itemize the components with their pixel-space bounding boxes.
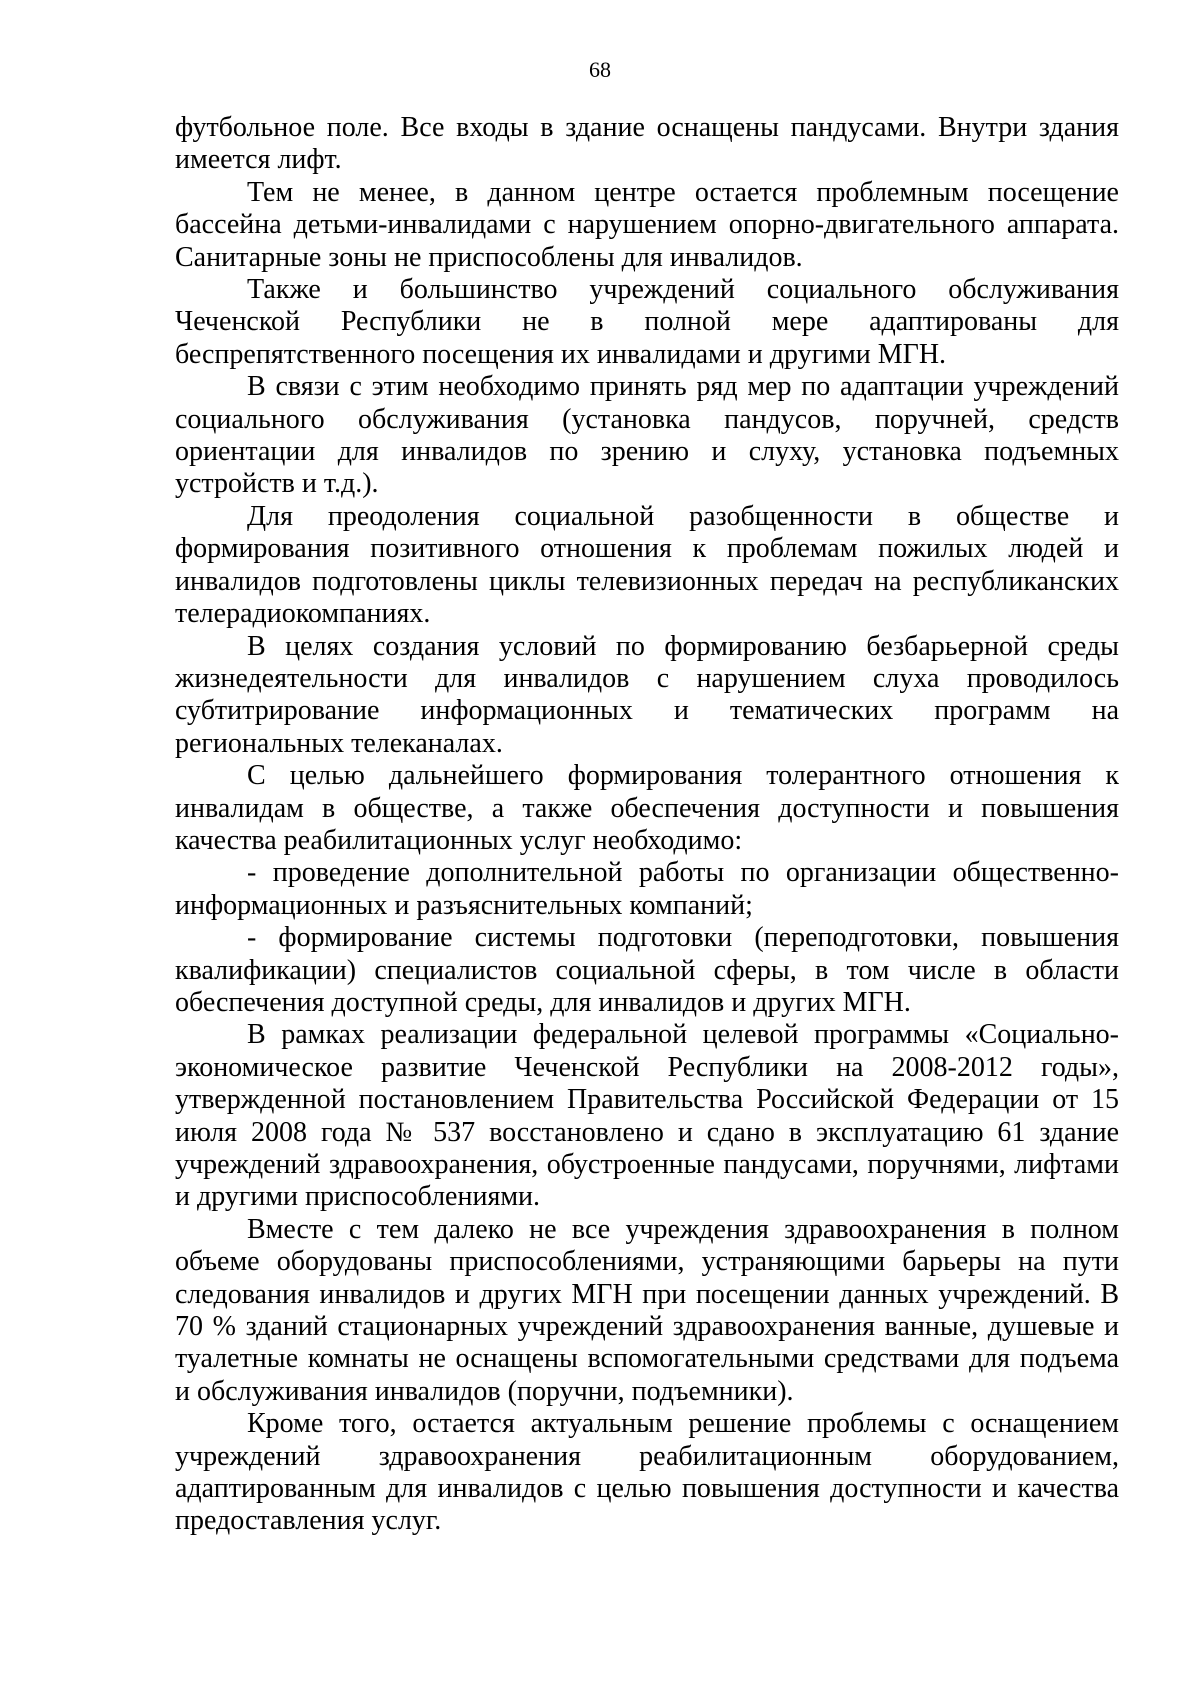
page-number: 68 bbox=[589, 57, 611, 82]
list-item: - формирование системы подготовки (переподготовки, повышения квалификации) специалистов социальной сферы, в том числе в области обеспечения доступной среды, для инвалидов и других МГН. bbox=[175, 922, 1119, 1018]
paragraph: В связи с этим необходимо принять ряд мер по адаптации учреждений социального обслуживания (установка пандусов, поручней, средств ориентации для инвалидов по зрению и слуху, установка подъемных устройств и т.д.). bbox=[175, 371, 1119, 500]
list-item: - проведение дополнительной работы по организации общественно-информационных и разъяснительных компаний; bbox=[175, 857, 1119, 921]
paragraph: Для преодоления социальной разобщенности в обществе и формирования позитивного отношения к проблемам пожилых людей и инвалидов подготовлены циклы телевизионных передач на республиканских телерадиокомпаниях. bbox=[175, 500, 1119, 630]
paragraph: Кроме того, остается актуальным решение проблемы с оснащением учреждений здравоохранения реабилитационным оборудованием, адаптированным для инвалидов с целью повышения доступности и качества предоставления услуг. bbox=[175, 1408, 1119, 1537]
paragraph: В рамках реализации федеральной целевой программы «Социально-экономическое развитие Чеченской Республики на 2008-2012 годы», утвержденной постановлением Правительства Российской Федерации от 15 июля 2008 года № 537 восстановлено и сдано в эксплуатацию 61 здание учреждений здравоохранения, обустроенные пандусами, поручнями, лифтами и другими приспособлениями. bbox=[175, 1019, 1119, 1213]
paragraph: В целях создания условий по формированию безбарьерной среды жизнедеятельности для инвалидов с нарушением слуха проводилось субтитрирование информационных и тематических программ на региональных телеканалах. bbox=[175, 630, 1119, 759]
paragraph-continuation: футбольное поле. Все входы в здание оснащены пандусами. Внутри здания имеется лифт. bbox=[175, 112, 1119, 176]
paragraph: С целью дальнейшего формирования толерантного отношения к инвалидам в обществе, а также обеспечения доступности и повышения качества реабилитационных услуг необходимо: bbox=[175, 760, 1119, 856]
document-body bbox=[175, 112, 1119, 1538]
paragraph: Тем не менее, в данном центре остается проблемным посещение бассейна детьми-инвалидами с нарушением опорно-двигательного аппарата. Санитарные зоны не приспособлены для инвалидов. bbox=[175, 176, 1119, 273]
paragraph: Вместе с тем далеко не все учреждения здравоохранения в полном объеме оборудованы приспособлениями, устраняющими барьеры на пути следования инвалидов и других МГН при посещении данных учреждений. В 70 % зданий стационарных учреждений здравоохранения ванные, душевые и туалетные комнаты не оснащены вспомогательными средствами для подъема и обслуживания инвалидов (поручни, подъемники). bbox=[175, 1213, 1119, 1407]
paragraph: Также и большинство учреждений социального обслуживания Чеченской Республики не в полной мере адаптированы для беспрепятственного посещения их инвалидами и другими МГН. bbox=[175, 274, 1119, 370]
